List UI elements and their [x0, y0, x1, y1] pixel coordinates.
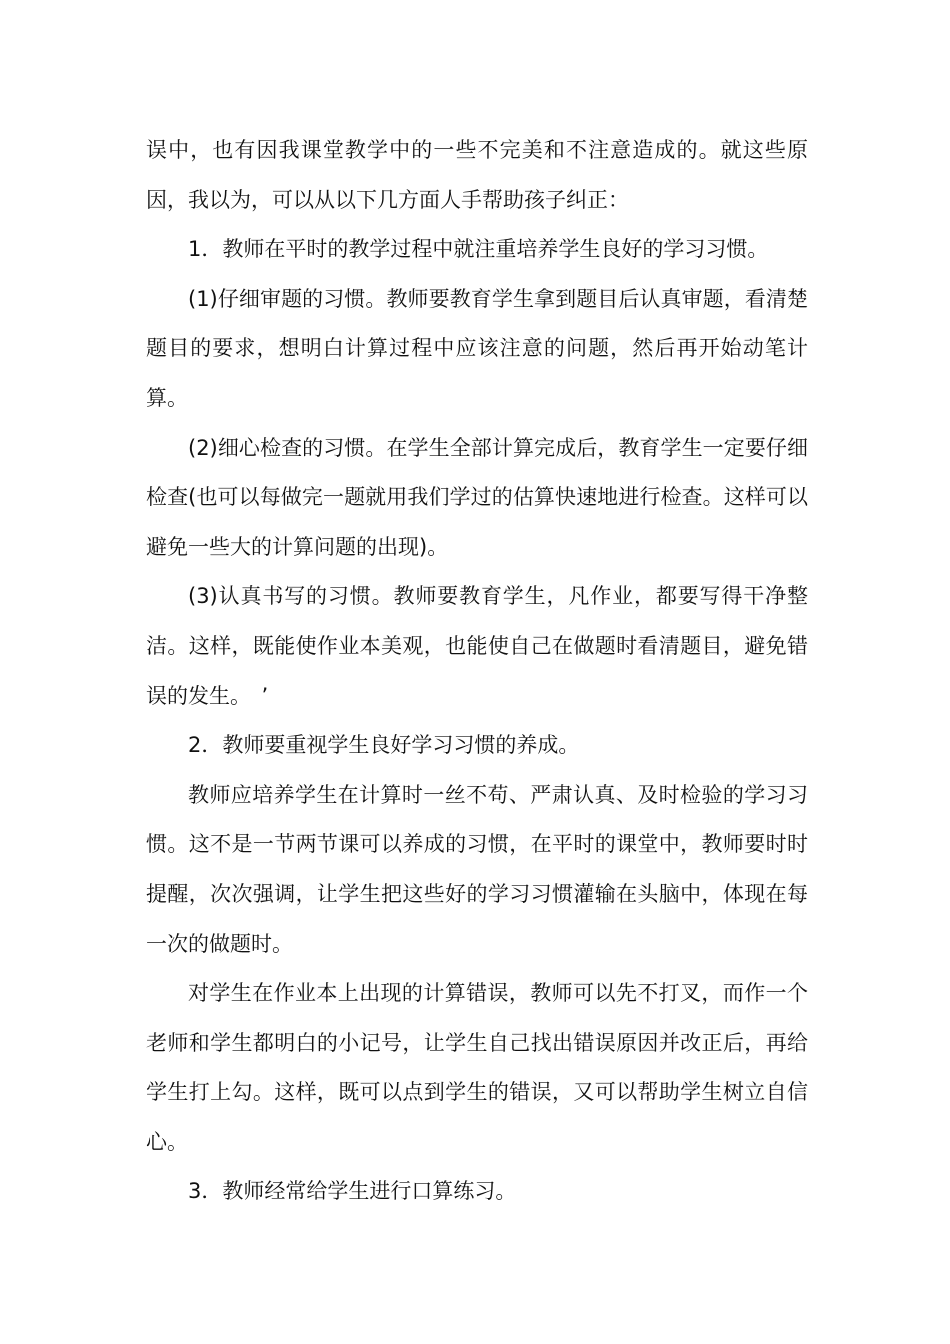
paragraph-careful-checking: (2)细心检查的习惯。在学生全部计算完成后，教育学生一定要仔细检查(也可以每做完一题就用我们学过的估算快速地进行检查。这样可以避免一些大的计算问题的出现)。	[146, 435, 808, 559]
paragraph-careful-reading: (1)仔细审题的习惯。教师要教育学生拿到题目后认真审题，看清楚题目的要求，想明白计算过程中应该注意的问题，然后再开始动笔计算。	[146, 286, 808, 410]
list-item-1-heading: 1．教师在平时的教学过程中就注重培养学生良好的学习习惯。	[188, 237, 769, 262]
paragraph-habit-formation: 教师应培养学生在计算时一丝不苟、严肃认真、及时检验的学习习惯。这不是一节两节课可以养成的习惯，在平时的课堂中，教师要时时提醒，次次强调，让学生把这些好的学习习惯灌输在头脑中，体现在每一次的做题时。	[146, 782, 808, 956]
paragraph-careful-writing: (3)认真书写的习惯。教师要教育学生，凡作业，都要写得干净整洁。这样，既能使作业本美观，也能使自己在做题时看清题目，避免错误的发生。 ’	[146, 584, 808, 708]
list-item-2-heading: 2．教师要重视学生良好学习习惯的养成。	[188, 733, 580, 758]
paragraph-error-marking: 对学生在作业本上出现的计算错误，教师可以先不打叉，而作一个老师和学生都明白的小记号，让学生自己找出错误原因并改正后，再给学生打上勾。这样，既可以点到学生的错误，又可以帮助学生树立自信心。	[146, 981, 808, 1154]
paragraph-continuation: 误中，也有因我课堂教学中的一些不完美和不注意造成的。就这些原因，我以为，可以从以下几方面人手帮助孩子纠正：	[146, 138, 808, 212]
document-body	[146, 126, 808, 1217]
list-item-3-heading: 3．教师经常给学生进行口算练习。	[188, 1179, 517, 1204]
